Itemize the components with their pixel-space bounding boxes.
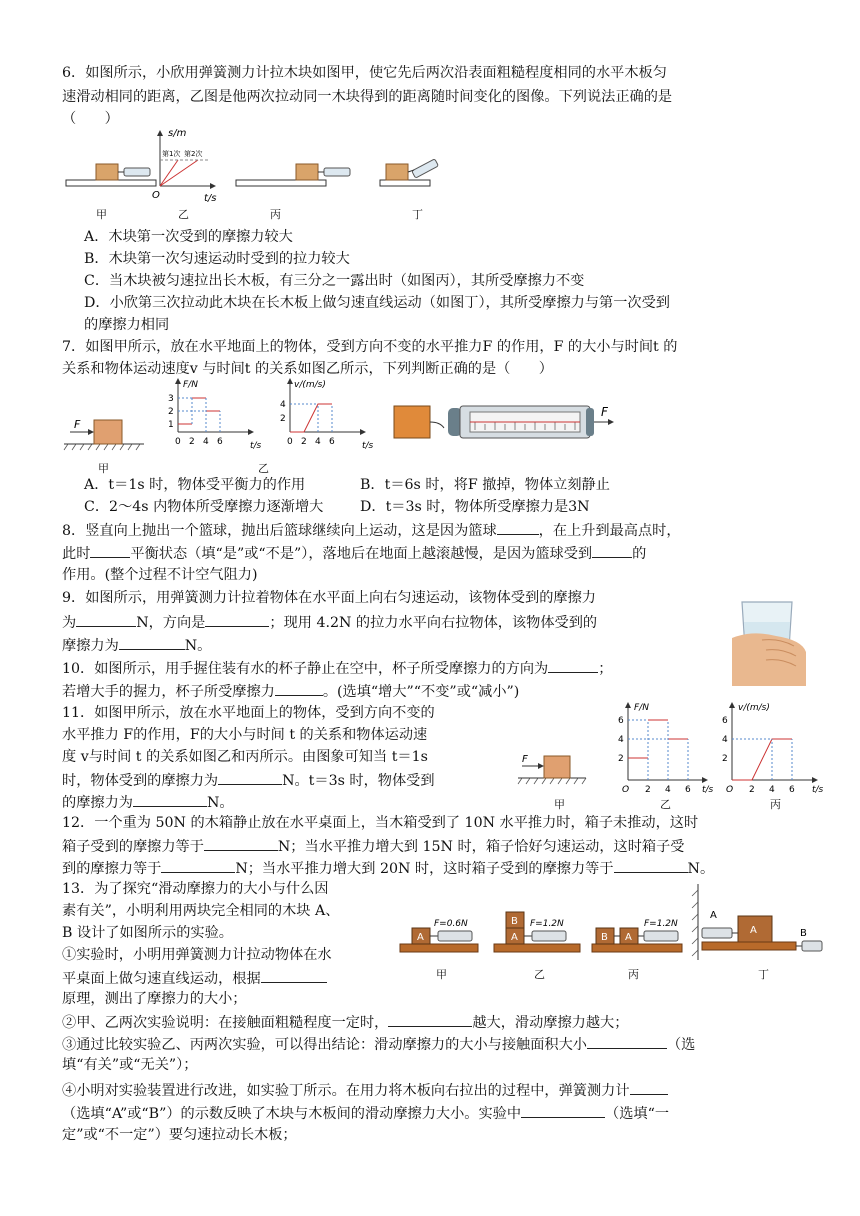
q7-graph-f-ytick-1: 1: [168, 420, 174, 430]
q7-block: [94, 420, 122, 444]
q13-line9: 填“有关”或“无关”）；: [62, 1057, 198, 1073]
q13-line6: 原理，测出了摩擦力的大小；: [62, 991, 247, 1007]
q11-graph-f-xlabel: t/s: [702, 785, 714, 795]
q11-graph-v-ytick-4: 4: [722, 735, 728, 745]
q13-line5: 平桌面上做匀速直线运动，根据: [62, 968, 327, 988]
q13-jia-block-a: A: [417, 932, 424, 943]
q11-graph-f: [618, 702, 714, 795]
q6-graph-xlabel: t/s: [204, 193, 217, 204]
q8-line2: 此时 平衡状态（填“是”或“不是”），落地后在地面上越滚越慢，是因为篮球受到 的: [62, 543, 646, 563]
q11-line1: 11．如图甲所示，放在水平地面上的物体，受到方向不变的: [62, 705, 435, 721]
q11-blank-2[interactable]: [133, 792, 207, 807]
q7-label-jia: 甲: [98, 462, 109, 475]
q11-blank-1[interactable]: [218, 770, 282, 785]
q12-line2: 箱子受到的摩擦力等于 N；当水平推力增大到 15N 时，箱子恰好匀速运动，这时箱子受: [62, 836, 684, 856]
q11-graph-f-xtick-o: O: [622, 785, 630, 795]
q6-block-ding: [386, 164, 408, 180]
q7-figures: [60, 378, 620, 462]
q13-blank-3[interactable]: [587, 1034, 667, 1049]
q11-graph-f-xtick-2: 2: [645, 785, 651, 795]
q7-graph-v-xtick-2: 2: [301, 437, 307, 447]
q11-figures: [512, 700, 832, 808]
q6-label-jia: 甲: [96, 208, 107, 221]
q12-line1: 12．一个重为 50N 的木箱静止放在水平桌面上，当木箱受到了 10N 水平推力时，箱子未推动，这时: [62, 815, 699, 831]
q6-board-ding: [380, 180, 430, 186]
q11-graph-v: [722, 702, 824, 795]
q11-line4: 时，物体受到的摩擦力为 N。t＝3s 时，物体受到: [62, 770, 435, 790]
q7-graph-f-ytick-3: 3: [168, 394, 174, 404]
q7-block-right: [394, 406, 430, 438]
q11-graph-f-ytick-2: 2: [618, 754, 624, 764]
q8-line3: 作用。(整个过程不计空气阻力): [62, 567, 258, 583]
q13-line1: 13．为了探究“滑动摩擦力的大小与什么因: [62, 881, 329, 897]
q7-option-a: A．t＝1s 时，物体受平衡力的作用: [84, 477, 306, 493]
q11-line2: 水平推力 F的作用，F的大小与时间 t 的关系和物体运动速: [62, 727, 428, 743]
q10-blank-1[interactable]: [548, 658, 598, 673]
q7-graph-v-xtick-0: 0: [287, 437, 293, 447]
q11-label-bing: 丙: [770, 798, 781, 811]
q7-graph-f-xtick-4: 4: [203, 437, 209, 447]
q6-series-2-label: 第2次: [184, 150, 203, 158]
q11-line5: 的摩擦力为 N。: [62, 792, 234, 812]
q6-board-bing: [236, 180, 326, 186]
q11-graph-f-xtick-4: 4: [665, 785, 671, 795]
q13-yi-block-b: B: [511, 916, 518, 927]
q11-line3: 度 v与时间 t 的关系如图乙和丙所示。由图象可知当 t＝1s: [62, 749, 428, 765]
q7-graph-f: [168, 378, 262, 451]
q9-blank-1[interactable]: [76, 612, 136, 627]
q7-force-label: F: [74, 418, 81, 431]
q13-line12: 定”或“不一定”）要匀速拉动长木板；: [62, 1127, 297, 1143]
q11-force-label: F: [522, 754, 528, 765]
q9-line2: 为 N，方向是 ；现用 4.2N 的拉力水平向右拉物体，该物体受到的: [62, 612, 597, 632]
q12-blank-3[interactable]: [614, 858, 688, 873]
q12-blank-1[interactable]: [204, 836, 278, 851]
q9-line3: 摩擦力为 N。: [62, 635, 211, 655]
q13-line2: 素有关”，小明利用两块完全相同的木块 A、: [62, 903, 340, 919]
q10-blank-2[interactable]: [275, 681, 323, 696]
q6-label-bing: 丙: [270, 208, 281, 221]
q6-option-d-cont: 的摩擦力相同: [84, 317, 170, 333]
q9-line1: 9．如图所示，用弹簧测力计拉着物体在水平面上向右匀速运动，该物体受到的摩擦力: [62, 590, 596, 606]
q7-graph-v-ytick-4: 4: [280, 400, 286, 410]
q13-bing-block-a: A: [625, 932, 632, 943]
q7-graph-f-xlabel: t/s: [250, 441, 262, 451]
q13-setup-ding: [692, 884, 822, 960]
q7-graph-f-xtick-2: 2: [189, 437, 195, 447]
q6-series-1-label: 第1次: [162, 150, 181, 158]
q8-line1: 8．竖直向上抛出一个篮球，抛出后篮球继续向上运动，这是因为篮球 ，在上升到最高点时，: [62, 520, 681, 540]
q6-block-jia: [96, 164, 118, 180]
q6-spring-scale-jia: [124, 168, 150, 176]
q11-graph-v-xtick-2: 2: [749, 785, 755, 795]
q10-hand-glass-image: [732, 596, 806, 686]
q6-spring-scale-bing: [324, 168, 350, 176]
q11-label-yi: 乙: [660, 798, 671, 811]
q13-label-ding: 丁: [758, 968, 769, 981]
q13-setup-bing: [592, 919, 682, 952]
q13-blank-1[interactable]: [261, 968, 327, 983]
q11-label-jia: 甲: [554, 798, 565, 811]
q7-graph-v-xlabel: t/s: [362, 441, 374, 451]
q7-stem-line1: 7．如图甲所示，放在水平地面上的物体，受到方向不变的水平推力F 的作用，F 的大小与时间t 的: [62, 339, 678, 355]
q7-option-d: D．t＝3s 时，物体所受摩擦力是3N: [360, 499, 590, 515]
q6-option-c: C．当木块被匀速拉出长木板，有三分之一露出时（如图丙），其所受摩擦力不变: [84, 273, 585, 289]
q7-spring-scale: [448, 406, 594, 438]
q6-stem-line1: 6．如图所示，小欣用弹簧测力计拉木块如图甲，使它先后两次沿表面粗糙程度相同的水平木板匀: [62, 65, 667, 81]
q6-label-ding: 丁: [412, 208, 423, 221]
q7-option-b: B．t＝6s 时，将F 撤掉，物体立刻静止: [360, 477, 610, 493]
q7-graph-v-xtick-6: 6: [329, 437, 335, 447]
q6-stem-line2: 速滑动相同的距离，乙图是他两次拉动同一木块得到的距离随时间变化的图像。下列说法正确的是: [62, 89, 673, 105]
q7-graph-f-xtick-0: 0: [175, 437, 181, 447]
q6-figures: [60, 128, 460, 206]
q6-graph-ylabel: s/m: [168, 128, 187, 139]
q13-setup-yi: [494, 912, 580, 952]
q13-line10: ④小明对实验装置进行改进，如实验丁所示。在用力将木板向右拉出的过程中，弹簧测力计: [62, 1080, 668, 1100]
q12-line3: 到的摩擦力等于 N；当水平推力增大到 20N 时，这时箱子受到的摩擦力等于 N。: [62, 858, 714, 878]
q13-jia-force: F=0.6N: [434, 919, 468, 929]
q6-board-jia: [66, 180, 156, 186]
q13-setup-jia: [400, 919, 478, 952]
q7-force-label-right: F: [601, 405, 608, 419]
q11-graph-v-ytick-2: 2: [722, 754, 728, 764]
q6-label-yi: 乙: [178, 208, 189, 221]
q7-label-yi: 乙: [258, 462, 269, 475]
q7-graph-f-ytick-2: 2: [168, 407, 174, 417]
q8-blank-1[interactable]: [497, 520, 539, 535]
q11-graph-v-ytick-6: 6: [722, 716, 728, 726]
q11-graph-f-ytick-4: 4: [618, 735, 624, 745]
q8-blank-2[interactable]: [90, 543, 130, 558]
q7-graph-v: [280, 378, 374, 451]
q10-line2: 若增大手的握力，杯子所受摩擦力 。(选填“增大”“不变”或“减小”): [62, 681, 519, 701]
q7-graph-f-ylabel: F/N: [183, 380, 198, 390]
q13-label-yi: 乙: [534, 968, 545, 981]
q13-ding-scale-b: B: [800, 928, 807, 939]
q13-figures: [398, 880, 828, 976]
q13-ding-block-a: A: [750, 925, 757, 936]
q13-bing-force: F=1.2N: [644, 919, 678, 929]
q13-ding-scale-a: A: [710, 910, 717, 921]
q9-blank-2[interactable]: [205, 612, 269, 627]
q8-blank-3[interactable]: [592, 543, 632, 558]
q6-series-1-line: [160, 160, 178, 186]
q13-yi-force: F=1.2N: [530, 919, 564, 929]
q6-option-b: B．木块第一次匀速运动时受到的拉力较大: [84, 251, 350, 267]
q13-blank-5[interactable]: [521, 1103, 605, 1118]
q7-option-c: C．2～4s 内物体所受摩擦力逐渐增大: [84, 499, 324, 515]
q11-graph-v-xtick-6: 6: [789, 785, 795, 795]
q7-stem-line2: 关系和物体运动速度v 与时间t 的关系如图乙所示，下列判断正确的是（ ）: [62, 361, 553, 377]
q11-graph-v-xtick-4: 4: [769, 785, 775, 795]
q11-graph-v-ylabel: v/(m/s): [738, 703, 770, 713]
q7-graph-v-ytick-2: 2: [280, 414, 286, 424]
q10-line1: 10．如图所示，用手握住装有水的杯子静止在空中，杯子所受摩擦力的方向为 ；: [62, 658, 612, 678]
q6-option-d: D．小欣第三次拉动此木块在长木板上做匀速直线运动（如图丁），其所受摩擦力与第一次受到: [84, 295, 670, 311]
q13-yi-block-a: A: [511, 932, 518, 943]
q13-line4: ①实验时，小明用弹簧测力计拉动物体在水: [62, 947, 332, 963]
q13-bing-block-b: B: [601, 932, 608, 943]
q13-blank-4[interactable]: [630, 1080, 668, 1095]
q11-graph-v-xtick-o: O: [726, 785, 734, 795]
q13-line11: （选填“A”或“B”）的示数反映了木块与木板间的滑动摩擦力大小。实验中 （选填“一: [62, 1103, 669, 1123]
q13-line7: ②甲、乙两次实验说明：在接触面粗糙程度一定时， 越大，滑动摩擦力越大；: [62, 1012, 628, 1032]
q12-blank-2[interactable]: [161, 858, 235, 873]
q11-block: [544, 756, 570, 778]
q11-graph-f-ylabel: F/N: [634, 703, 649, 713]
q7-graph-v-xtick-4: 4: [315, 437, 321, 447]
q13-label-jia: 甲: [436, 968, 447, 981]
q13-label-bing: 丙: [628, 968, 639, 981]
q13-line8: ③通过比较实验乙、丙两次实验，可以得出结论：滑动摩擦力的大小与接触面积大小 （选: [62, 1034, 695, 1054]
q13-blank-2[interactable]: [388, 1012, 472, 1027]
q6-graph-yi: [152, 128, 217, 204]
q11-graph-f-ytick-6: 6: [618, 716, 624, 726]
q6-graph-origin: O: [152, 190, 160, 201]
q7-graph-f-xtick-6: 6: [217, 437, 223, 447]
q7-graph-v-ylabel: v/(m/s): [294, 380, 326, 390]
q13-line3: B 设计了如图所示的实验。: [62, 925, 233, 941]
q11-graph-f-xtick-6: 6: [685, 785, 691, 795]
q11-graph-v-xlabel: t/s: [812, 785, 824, 795]
q6-block-bing: [296, 164, 318, 180]
q6-series-2-line: [160, 160, 198, 186]
q9-blank-3[interactable]: [119, 635, 185, 650]
q6-stem-line3: （ ）: [62, 111, 119, 127]
q6-spring-scale-ding: [412, 159, 439, 178]
q6-option-a: A．木块第一次受到的摩擦力较大: [84, 229, 293, 245]
